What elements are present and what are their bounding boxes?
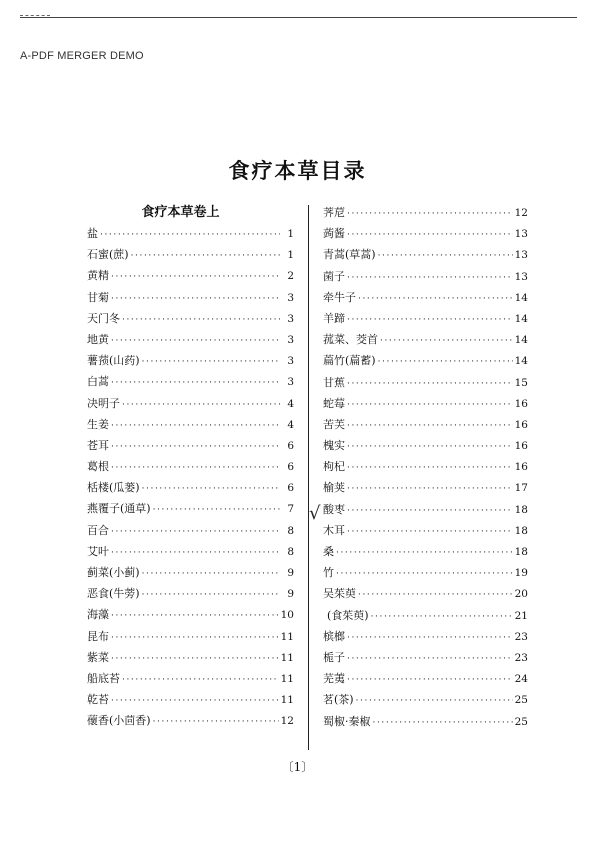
page-number: 〔1〕 bbox=[281, 760, 314, 774]
toc-entry-page: 14 bbox=[514, 355, 528, 368]
toc-entry-page: 11 bbox=[280, 694, 294, 707]
toc-leader-dots bbox=[347, 649, 513, 670]
watermark: A-PDF MERGER DEMO bbox=[20, 50, 144, 62]
toc-leader-dots bbox=[111, 437, 280, 458]
toc-entry-title: 薯蓣(山药) bbox=[87, 354, 140, 368]
toc-entry-page: 4 bbox=[287, 397, 294, 410]
toc-entry bbox=[87, 456, 294, 477]
toc-entry bbox=[87, 414, 294, 435]
toc-entry bbox=[323, 647, 528, 668]
toc-entry-page: 6 bbox=[287, 461, 294, 474]
toc-entry bbox=[323, 562, 528, 583]
toc-entry-page: 9 bbox=[287, 588, 294, 601]
toc-leader-dots bbox=[378, 352, 513, 373]
toc-entry bbox=[87, 541, 294, 562]
toc-entry bbox=[323, 350, 528, 371]
toc-leader-dots bbox=[111, 691, 279, 712]
toc-entry bbox=[323, 626, 528, 647]
toc-entry-page: 16 bbox=[514, 461, 528, 474]
toc-entry-title: 牵牛子 bbox=[323, 290, 356, 304]
toc-entry-title: 葛根 bbox=[87, 460, 109, 474]
toc-list-right bbox=[323, 202, 528, 732]
toc-leader-dots bbox=[356, 691, 513, 712]
toc-entry-title: 木耳 bbox=[323, 523, 345, 537]
toc-leader-dots bbox=[347, 437, 513, 458]
toc-entry-title: 蒟酱 bbox=[323, 227, 345, 241]
toc-entry-title: 桑 bbox=[323, 545, 334, 558]
toc-entry bbox=[87, 393, 294, 414]
toc-entry-title: 酸枣 bbox=[323, 502, 345, 516]
toc-leader-dots bbox=[358, 585, 513, 606]
column-divider bbox=[308, 205, 309, 750]
toc-entry-page: 2 bbox=[287, 270, 294, 283]
toc-leader-dots bbox=[111, 543, 280, 564]
toc-leader-dots bbox=[122, 310, 280, 331]
toc-entry-page: 20 bbox=[514, 588, 528, 601]
toc-entry bbox=[87, 223, 294, 244]
toc-entry-page: 8 bbox=[287, 524, 294, 537]
toc-leader-dots bbox=[131, 246, 280, 267]
toc-entry-page: 18 bbox=[514, 503, 528, 516]
toc-leader-dots bbox=[347, 310, 513, 331]
toc-leader-dots bbox=[142, 585, 280, 606]
toc-entry-page: 11 bbox=[280, 651, 294, 664]
toc-leader-dots bbox=[371, 607, 513, 628]
toc-leader-dots bbox=[347, 395, 513, 416]
toc-leader-dots bbox=[111, 628, 279, 649]
toc-entry-title: 昆布 bbox=[87, 629, 109, 643]
toc-entry-page: 1 bbox=[287, 228, 294, 240]
toc-entry-title: 槐实 bbox=[323, 439, 345, 453]
toc-entry-title: 乾苔 bbox=[87, 693, 109, 707]
toc-entry bbox=[323, 605, 528, 626]
toc-entry-title: 蘹香(小茴香) bbox=[87, 714, 151, 728]
toc-entry-title: 百合 bbox=[87, 523, 109, 537]
toc-entry bbox=[87, 244, 294, 265]
toc-entry-title: 吴茱萸 bbox=[323, 587, 356, 601]
toc-leader-dots bbox=[378, 246, 513, 267]
toc-entry bbox=[87, 308, 294, 329]
toc-entry bbox=[323, 668, 528, 689]
toc-leader-dots bbox=[142, 564, 280, 585]
toc-entry-page: 13 bbox=[514, 249, 528, 262]
toc-entry bbox=[87, 477, 294, 498]
toc-leader-dots bbox=[111, 373, 280, 394]
toc-entry bbox=[87, 626, 294, 647]
toc-leader-dots bbox=[111, 522, 280, 543]
toc-entry-page: 12 bbox=[280, 715, 294, 728]
toc-entry bbox=[323, 520, 528, 541]
toc-entry bbox=[87, 668, 294, 689]
toc-entry-title: 石蜜(蔗) bbox=[87, 248, 129, 262]
toc-entry bbox=[323, 393, 528, 414]
toc-leader-dots bbox=[358, 289, 513, 310]
toc-entry-page: 11 bbox=[280, 630, 294, 643]
toc-leader-dots bbox=[142, 479, 280, 500]
toc-entry bbox=[323, 456, 528, 477]
toc-entry-page: 25 bbox=[514, 715, 528, 728]
toc-entry-page: 16 bbox=[514, 440, 528, 453]
toc-leader-dots bbox=[111, 458, 280, 479]
toc-entry-title: 地黄 bbox=[87, 332, 109, 346]
toc-entry-title: 船底苔 bbox=[87, 671, 120, 685]
toc-entry-page: 13 bbox=[514, 270, 528, 283]
top-rule-dash bbox=[20, 15, 50, 16]
toc-entry-page: 14 bbox=[514, 312, 528, 325]
toc-entry-page: 23 bbox=[514, 651, 528, 664]
toc-entry-title: 竹 bbox=[323, 566, 334, 580]
toc-leader-dots bbox=[111, 606, 279, 627]
checkmark-icon: √ bbox=[309, 503, 321, 524]
toc-entry-title: 萹竹(萹蓄) bbox=[323, 354, 376, 368]
toc-entry-page: 13 bbox=[514, 228, 528, 241]
toc-entry bbox=[87, 689, 294, 710]
toc-entry bbox=[87, 265, 294, 286]
toc-entry bbox=[87, 647, 294, 668]
toc-entry-page: 23 bbox=[514, 630, 528, 643]
toc-entry-page: 8 bbox=[287, 545, 294, 558]
toc-leader-dots bbox=[100, 225, 280, 246]
toc-entry bbox=[323, 308, 528, 329]
toc-entry-page: 6 bbox=[287, 482, 294, 495]
toc-leader-dots bbox=[111, 416, 280, 437]
toc-entry-title: 栀子 bbox=[323, 650, 345, 664]
toc-entry-page: 6 bbox=[287, 439, 294, 452]
toc-entry-title: 燕覆子(通草) bbox=[87, 502, 151, 516]
toc-entry bbox=[323, 244, 528, 265]
toc-entry-title: 菰菜、茭首 bbox=[323, 333, 378, 347]
toc-entry-page: 11 bbox=[280, 672, 294, 685]
toc-entry-page: 18 bbox=[514, 546, 528, 558]
toc-entry-title: 海藻 bbox=[87, 608, 109, 622]
volume-heading: 食疗本草卷上 bbox=[141, 205, 220, 220]
toc-entry-title: 苦芙 bbox=[323, 417, 345, 431]
toc-leader-dots bbox=[142, 352, 280, 373]
page-title: 食疗本草目录 bbox=[228, 159, 367, 183]
toc-entry-page: 4 bbox=[287, 418, 294, 431]
toc-entry-title: 菌子 bbox=[323, 269, 345, 283]
toc-entry bbox=[87, 498, 294, 519]
toc-leader-dots bbox=[347, 204, 513, 225]
toc-entry-title: 荠苨 bbox=[323, 206, 345, 219]
toc-entry bbox=[323, 287, 528, 308]
toc-entry-page: 21 bbox=[514, 609, 528, 622]
toc-entry-page: 12 bbox=[514, 207, 528, 219]
toc-entry bbox=[87, 710, 294, 731]
toc-entry bbox=[87, 371, 294, 392]
toc-entry-page: 15 bbox=[514, 376, 528, 389]
toc-leader-dots bbox=[347, 225, 513, 246]
toc-entry-title: 紫菜 bbox=[87, 650, 109, 664]
toc-entry-page: 14 bbox=[514, 334, 528, 347]
toc-entry-title: 盐 bbox=[87, 227, 98, 240]
toc-entry bbox=[87, 604, 294, 625]
toc-entry-page: 3 bbox=[287, 376, 294, 389]
toc-leader-dots bbox=[347, 479, 513, 500]
toc-leader-dots bbox=[347, 416, 513, 437]
toc-leader-dots bbox=[347, 374, 513, 395]
toc-entry bbox=[323, 329, 528, 350]
toc-entry-title: 黄精 bbox=[87, 269, 109, 283]
toc-leader-dots bbox=[347, 268, 513, 289]
toc-entry-title: 艾叶 bbox=[87, 544, 109, 558]
toc-leader-dots bbox=[380, 331, 513, 352]
toc-entry-page: 3 bbox=[287, 355, 294, 368]
toc-entry-title: 决明子 bbox=[87, 396, 120, 410]
toc-entry bbox=[323, 477, 528, 498]
toc-entry-title: (食茱萸) bbox=[327, 608, 369, 622]
toc-entry bbox=[87, 435, 294, 456]
toc-leader-dots bbox=[336, 543, 513, 564]
toc-entry bbox=[87, 350, 294, 371]
toc-entry-title: 青蒿(草蒿) bbox=[323, 248, 376, 262]
toc-leader-dots bbox=[373, 713, 513, 734]
toc-leader-dots bbox=[347, 522, 513, 543]
toc-entry-title: 白蒿 bbox=[87, 375, 109, 389]
toc-entry-title: 甘菊 bbox=[87, 290, 109, 304]
toc-entry-title: 天门冬 bbox=[87, 311, 120, 325]
toc-entry bbox=[323, 499, 528, 520]
toc-left-column bbox=[87, 202, 294, 732]
toc-entry bbox=[87, 329, 294, 350]
toc-entry-title: 芜荑 bbox=[323, 672, 345, 686]
toc-entry bbox=[323, 541, 528, 562]
toc-leader-dots bbox=[111, 267, 280, 288]
toc-leader-dots bbox=[347, 670, 513, 691]
toc-entry-title: 恶食(牛蒡) bbox=[87, 587, 140, 601]
toc-entry-page: 3 bbox=[287, 333, 294, 346]
toc-entry bbox=[87, 562, 294, 583]
toc-entry-title: 蜀椒·秦椒 bbox=[323, 714, 371, 728]
toc-entry-title: 枸杞 bbox=[323, 460, 345, 474]
toc-entry-page: 16 bbox=[514, 397, 528, 410]
toc-entry bbox=[87, 583, 294, 604]
toc-entry bbox=[323, 711, 528, 732]
toc-entry bbox=[87, 287, 294, 308]
top-rule bbox=[20, 17, 577, 18]
toc-leader-dots bbox=[111, 331, 280, 352]
toc-entry-title: 榆荚 bbox=[323, 481, 345, 495]
toc-entry bbox=[323, 372, 528, 393]
toc-list-left bbox=[87, 223, 294, 732]
toc-entry-page: 1 bbox=[287, 249, 294, 262]
toc-entry-page: 24 bbox=[514, 673, 528, 686]
toc-leader-dots bbox=[347, 628, 513, 649]
toc-entry-page: 3 bbox=[287, 291, 294, 304]
toc-leader-dots bbox=[122, 670, 279, 691]
toc-entry-title: 槟榔 bbox=[323, 629, 345, 643]
toc-entry bbox=[323, 223, 528, 244]
toc-leader-dots bbox=[336, 564, 513, 585]
toc-entry-title: 甘蕉 bbox=[323, 375, 345, 389]
toc-entry-title: 蓟菜(小蓟) bbox=[87, 566, 140, 579]
toc-entry-page: 16 bbox=[514, 418, 528, 431]
toc-entry bbox=[323, 266, 528, 287]
toc-entry-title: 蛇莓 bbox=[323, 396, 345, 410]
toc-entry-page: 25 bbox=[514, 694, 528, 707]
toc-entry bbox=[323, 414, 528, 435]
toc-entry-page: 10 bbox=[280, 609, 294, 622]
toc-entry-page: 3 bbox=[287, 312, 294, 325]
toc-leader-dots bbox=[111, 289, 280, 310]
toc-entry-title: 栝楼(瓜蒌) bbox=[87, 481, 140, 495]
toc-leader-dots bbox=[153, 500, 280, 521]
toc-entry bbox=[323, 435, 528, 456]
toc-entry-page: 9 bbox=[287, 567, 294, 579]
toc-entry bbox=[323, 202, 528, 223]
toc-leader-dots bbox=[111, 649, 279, 670]
toc-entry-title: 羊蹄 bbox=[323, 311, 345, 325]
toc-entry-page: 18 bbox=[514, 524, 528, 537]
toc-entry-title: 茗(茶) bbox=[323, 693, 354, 707]
toc-leader-dots bbox=[347, 458, 513, 479]
toc-entry bbox=[323, 583, 528, 604]
toc-entry-page: 7 bbox=[287, 503, 294, 516]
toc-leader-dots bbox=[347, 501, 513, 522]
toc-entry-title: 生姜 bbox=[87, 417, 109, 431]
toc-leader-dots bbox=[153, 712, 279, 733]
toc-entry-title: 苍耳 bbox=[87, 438, 109, 452]
toc-right-column bbox=[323, 202, 528, 732]
toc-entry-page: 19 bbox=[514, 567, 528, 580]
toc-entry-page: 17 bbox=[514, 482, 528, 495]
toc-leader-dots bbox=[122, 395, 280, 416]
toc-entry bbox=[323, 689, 528, 710]
toc-entry bbox=[87, 520, 294, 541]
toc-entry-page: 14 bbox=[514, 291, 528, 304]
